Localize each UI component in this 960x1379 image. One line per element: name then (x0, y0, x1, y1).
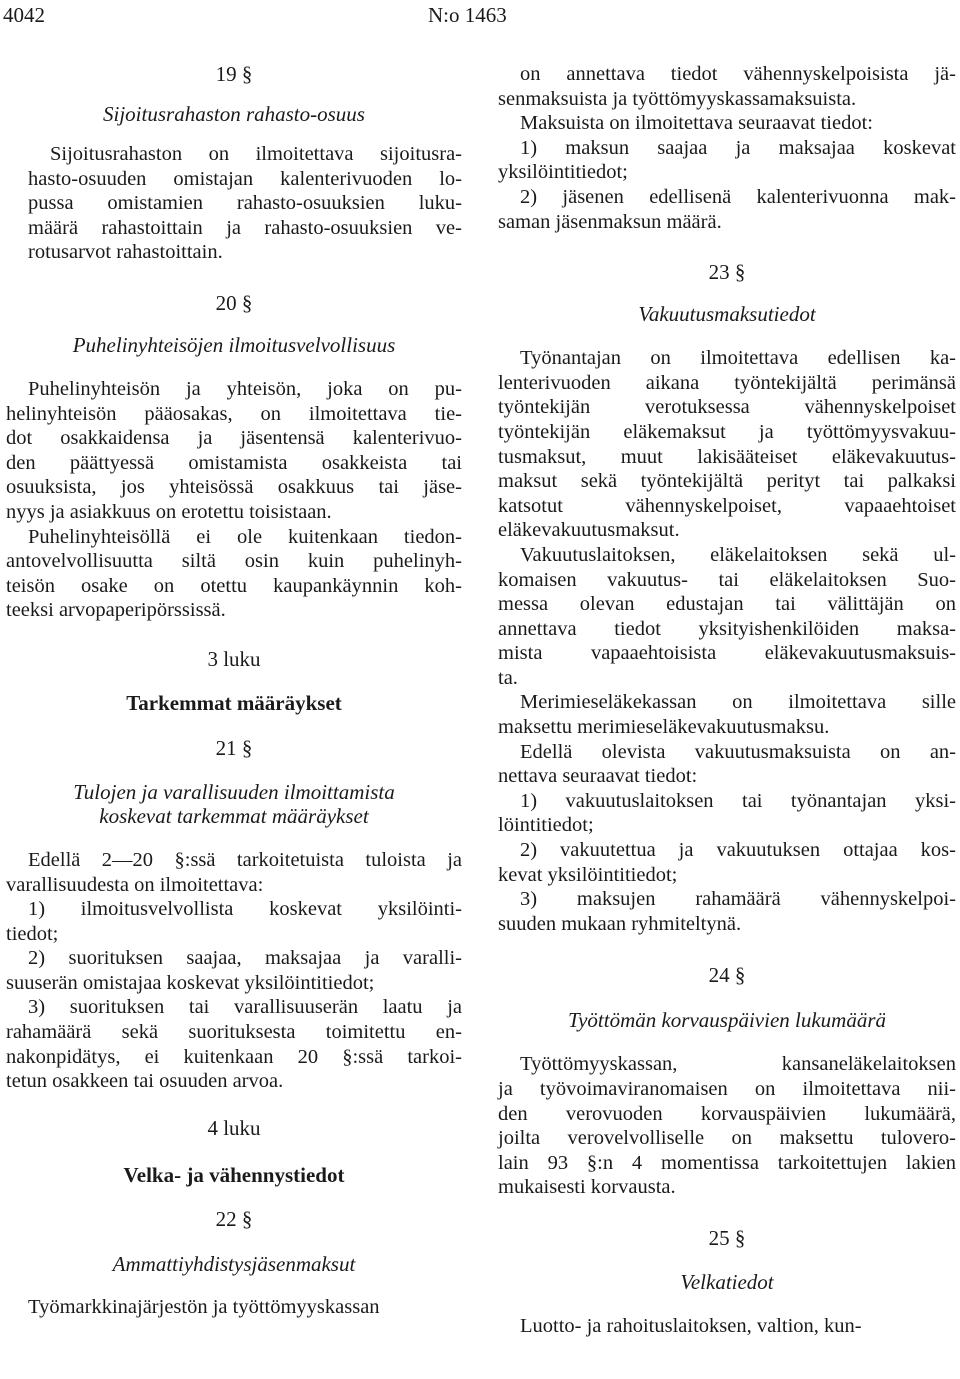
text-line: eläkevakuutusmaksut. (498, 519, 680, 542)
text-line: Työnantajan on ilmoitettava edellisen ka- (520, 347, 956, 370)
section-19-title: Sijoitusrahaston rahasto-osuus (103, 102, 365, 126)
text-line: on annettava tiedot vähennyskelpoisista jä- (520, 63, 956, 85)
text-line: 1) vakuutuslaitoksen tai työnantajan yksi- (520, 789, 956, 812)
section-25-title: Velkatiedot (680, 1269, 774, 1294)
section-23-paragraph-6 (498, 838, 956, 887)
text-line: Maksuista on ilmoitettava seuraavat tiedot: (520, 112, 873, 135)
section-23-paragraph-3 (498, 690, 956, 739)
text-line: varallisuudesta on ilmoitettava: (6, 873, 264, 896)
text-line: suuserän omistajaa koskevat yksilöintitiedot; (6, 971, 375, 994)
text-line: rotusarvot rahastoittain. (28, 241, 223, 264)
text-line: dot osakkaidensa ja jäsentensä kalenterivuo- (6, 427, 462, 450)
chapter-3-number: 3 luku (207, 646, 261, 671)
chapter-3-title: Tarkemmat määräykset (126, 690, 342, 715)
text-line: mukaisesti korvausta. (498, 1176, 676, 1199)
text-line: ja työvoimaviranomaisen on ilmoitettava nii- (498, 1078, 956, 1100)
section-23-number: 23 § (708, 260, 746, 285)
right-column (498, 62, 956, 1339)
text-line: yksilöintitiedot; (498, 161, 628, 184)
text-line: osuuksista, jos yhteisössä osakkuus tai jäse- (6, 476, 462, 499)
text-line: senmaksuista ja työttömyyskassamaksuista. (498, 87, 857, 110)
section-23-paragraph-5 (498, 789, 956, 838)
section-24-title: Työttömän korvauspäivien lukumäärä (567, 1008, 887, 1033)
text-line: den verovuoden korvauspäivien lukumäärä, (498, 1102, 956, 1125)
text-line: löintitiedot; (498, 814, 594, 837)
section-20-paragraph-1 (6, 377, 462, 525)
section-21-paragraph-1 (6, 848, 462, 897)
text-line: mista vapaaehtoisista eläkevakuutusmaksuis- (498, 642, 956, 665)
text-line: 3) maksujen rahamäärä vähennyskelpoi- (520, 888, 956, 911)
text-line: nyys ja asiakkuus on erotettu toisistaan. (6, 500, 332, 523)
section-22-continuation-2 (498, 111, 956, 136)
text-line: 2) vakuutettua ja vakuutuksen ottajaa kos- (520, 839, 956, 862)
text-line: 2) jäsenen edellisenä kalenterivuonna mak- (520, 185, 956, 208)
section-22-continuation-3 (498, 136, 956, 185)
text-line: lain 93 §:n 4 momentissa tarkoitettujen lakien (498, 1151, 956, 1174)
section-23-paragraph-7 (498, 887, 956, 936)
section-22-paragraph (6, 1295, 462, 1320)
section-20-number: 20 § (215, 290, 253, 315)
text-line: hasto-osuuden omistajan kalenterivuoden lo- (28, 167, 462, 190)
section-22-continuation-1 (498, 62, 956, 111)
text-line: antovelvollisuutta siltä osin kuin puhelinyh- (6, 550, 462, 573)
text-line: teisön osake on otettu kaupankäynnin koh- (6, 574, 462, 597)
section-23-paragraph-1 (498, 346, 956, 543)
text-line: nakonpidätys, ei kuitenkaan 20 §:ssä tarkoi- (6, 1045, 462, 1068)
text-line: ta. (498, 666, 518, 689)
section-21-title-line-1: Tulojen ja varallisuuden ilmoittamista (73, 779, 395, 804)
issue-number: N:o 1463 (428, 3, 507, 27)
section-20-paragraph-2 (6, 525, 462, 623)
text-line: Edellä 2—20 §:ssä tarkoitetuista tuloista ja (28, 848, 462, 871)
text-line: työntekijän eläkemaksut ja työttömyysvakuu- (498, 420, 956, 443)
text-line: joilta verovelvolliselle on maksettu tulovero- (498, 1127, 956, 1150)
text-line: Luotto- ja rahoituslaitoksen, valtion, kun- (520, 1314, 862, 1337)
text-line: kevat yksilöintitiedot; (498, 863, 678, 886)
section-24-paragraph (498, 1052, 956, 1200)
section-21-paragraph-3 (6, 946, 462, 995)
text-line: rahamäärä sekä suorituksesta toimitettu en- (6, 1021, 462, 1044)
section-22-number: 22 § (215, 1206, 253, 1231)
text-line: Sijoitusrahaston on ilmoitettava sijoitusra- (50, 143, 462, 165)
text-line: teeksi arvopaperipörssissä. (6, 599, 226, 622)
section-20-title: Puhelinyhteisöjen ilmoitusvelvollisuus (72, 332, 396, 357)
text-line: Vakuutuslaitoksen, eläkelaitoksen sekä ul- (520, 543, 956, 566)
section-21-title-line-2: koskevat tarkemmat määräykset (99, 803, 369, 828)
text-line: pussa omistamien rahasto-osuuksien luku- (28, 192, 462, 215)
section-22-title: Ammattiyhdistysjäsenmaksut (112, 1251, 356, 1276)
text-line: työntekijän verotuksessa vähennyskelpoiset (498, 396, 956, 419)
section-24-number: 24 § (708, 963, 746, 988)
section-23-title: Vakuutusmaksutiedot (638, 302, 816, 327)
text-line: messa olevan edustajan tai välittäjän on (498, 593, 956, 616)
text-line: Edellä olevista vakuutusmaksuista on an- (520, 740, 956, 763)
text-line: Työmarkkinajärjestön ja työttömyyskassan (28, 1295, 380, 1318)
section-19-paragraph (6, 142, 462, 265)
text-line: määrä rahastoittain ja rahasto-osuuksien ve- (28, 216, 462, 239)
section-23-paragraph-2 (498, 543, 956, 691)
text-line: tetun osakkeen tai osuuden arvoa. (6, 1070, 284, 1093)
text-line: suuden mukaan ryhmiteltynä. (498, 912, 742, 935)
text-line: Merimieseläkekassan on ilmoitettava sille (520, 691, 956, 714)
section-21-paragraph-2 (6, 897, 462, 946)
chapter-4-number: 4 luku (207, 1115, 261, 1140)
section-22-continuation-4 (498, 185, 956, 234)
text-line: tusmaksut, muut lakisääteiset eläkevakuutus- (498, 445, 956, 468)
section-23-paragraph-4 (498, 740, 956, 789)
left-column (6, 62, 462, 1319)
text-line: maksettu merimieseläkevakuutusmaksu. (498, 716, 830, 739)
text-line: 3) suorituksen tai varallisuuserän laatu ja (28, 996, 462, 1019)
section-25-number: 25 § (708, 1225, 746, 1250)
text-line: komaisen vakuutus- tai eläkelaitoksen Suo- (498, 568, 956, 591)
text-line: den päättyessä omistamista osakkeista tai (6, 451, 462, 474)
section-21-paragraph-4 (6, 995, 462, 1093)
section-21-number: 21 § (215, 735, 253, 760)
text-line: nettava seuraavat tiedot: (498, 765, 698, 788)
section-25-paragraph (498, 1314, 956, 1339)
text-line: 2) suorituksen saajaa, maksajaa ja varalli- (28, 947, 462, 970)
section-19-number: 19 § (215, 62, 253, 86)
text-line: Puhelinyhteisön ja yhteisön, joka on pu- (28, 377, 462, 400)
text-line: lenterivuoden aikana työntekijältä perimänsä (498, 371, 956, 394)
text-line: saman jäsenmaksun määrä. (498, 210, 722, 233)
chapter-4-title: Velka- ja vähennystiedot (123, 1162, 345, 1187)
text-line: 1) maksun saajaa ja maksajaa koskevat (520, 136, 956, 159)
text-line: helinyhteisön pääosakas, on ilmoitettava tie- (6, 402, 462, 425)
text-line: 1) ilmoitusvelvollista koskevat yksilöinti- (28, 898, 462, 921)
text-line: katsotut vähennyskelpoiset, vapaaehtoiset (498, 494, 956, 517)
text-line: Puhelinyhteisöllä ei ole kuitenkaan tiedon- (28, 525, 462, 548)
text-line: maksut sekä työntekijältä perityt tai palkaksi (498, 470, 956, 493)
text-line: Työttömyyskassan, kansaneläkelaitoksen (520, 1053, 956, 1076)
text-line: annettava tiedot yksityishenkilöiden maksa- (498, 617, 956, 640)
text-line: tiedot; (6, 922, 59, 945)
page-number: 4042 (3, 3, 45, 27)
